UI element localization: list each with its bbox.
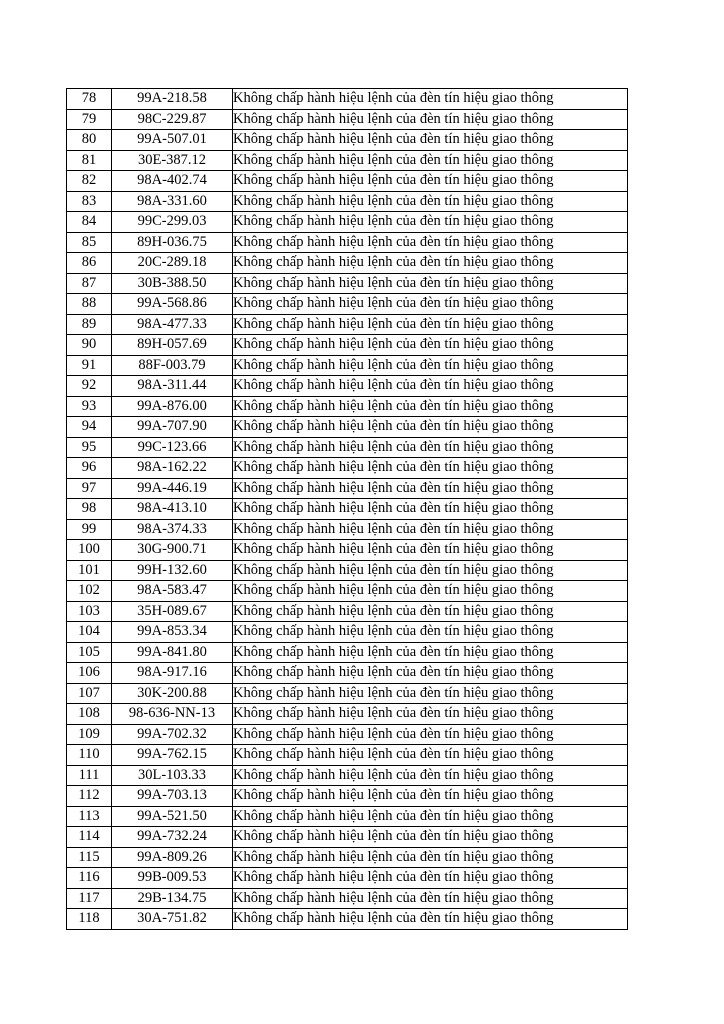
violation-description-cell: Không chấp hành hiệu lệnh của đèn tín hiệu giao thông [233,130,628,151]
license-plate-cell: 35H-089.67 [112,601,233,622]
table-row [67,581,628,602]
license-plate-cell: 29B-134.75 [112,888,233,909]
table-row [67,909,628,930]
row-number-cell: 99 [67,519,112,540]
violation-description-cell: Không chấp hành hiệu lệnh của đèn tín hiệu giao thông [233,273,628,294]
row-number-cell: 86 [67,253,112,274]
violation-description-cell: Không chấp hành hiệu lệnh của đèn tín hiệu giao thông [233,724,628,745]
license-plate-cell: 99A-841.80 [112,642,233,663]
table-row [67,827,628,848]
table-row [67,786,628,807]
license-plate-cell: 99A-732.24 [112,827,233,848]
table-row [67,847,628,868]
violation-description-cell: Không chấp hành hiệu lệnh của đèn tín hiệu giao thông [233,417,628,438]
row-number-cell: 101 [67,560,112,581]
violation-description-cell: Không chấp hành hiệu lệnh của đèn tín hiệu giao thông [233,519,628,540]
table-row [67,683,628,704]
license-plate-cell: 89H-036.75 [112,232,233,253]
row-number-cell: 87 [67,273,112,294]
violation-description-cell: Không chấp hành hiệu lệnh của đèn tín hiệu giao thông [233,745,628,766]
table-row [67,888,628,909]
row-number-cell: 118 [67,909,112,930]
license-plate-cell: 98A-162.22 [112,458,233,479]
license-plate-cell: 99A-218.58 [112,89,233,110]
row-number-cell: 88 [67,294,112,315]
violation-description-cell: Không chấp hành hiệu lệnh của đèn tín hiệu giao thông [233,909,628,930]
table-row [67,150,628,171]
table-row [67,273,628,294]
license-plate-cell: 30L-103.33 [112,765,233,786]
license-plate-cell: 30K-200.88 [112,683,233,704]
row-number-cell: 109 [67,724,112,745]
violation-description-cell: Không chấp hành hiệu lệnh của đèn tín hiệu giao thông [233,765,628,786]
table-row [67,622,628,643]
violation-description-cell: Không chấp hành hiệu lệnh của đèn tín hiệu giao thông [233,171,628,192]
row-number-cell: 117 [67,888,112,909]
row-number-cell: 85 [67,232,112,253]
row-number-cell: 96 [67,458,112,479]
row-number-cell: 90 [67,335,112,356]
row-number-cell: 92 [67,376,112,397]
table-row [67,437,628,458]
license-plate-cell: 98-636-NN-13 [112,704,233,725]
violation-description-cell: Không chấp hành hiệu lệnh của đèn tín hiệu giao thông [233,109,628,130]
license-plate-cell: 98A-917.16 [112,663,233,684]
violation-description-cell: Không chấp hành hiệu lệnh của đèn tín hiệu giao thông [233,786,628,807]
table-row [67,130,628,151]
violation-description-cell: Không chấp hành hiệu lệnh của đèn tín hiệu giao thông [233,89,628,110]
license-plate-cell: 99B-009.53 [112,868,233,889]
violation-description-cell: Không chấp hành hiệu lệnh của đèn tín hiệu giao thông [233,827,628,848]
table-row [67,663,628,684]
license-plate-cell: 98A-311.44 [112,376,233,397]
violation-description-cell: Không chấp hành hiệu lệnh của đèn tín hiệu giao thông [233,847,628,868]
row-number-cell: 111 [67,765,112,786]
row-number-cell: 80 [67,130,112,151]
table-row [67,171,628,192]
table-row [67,642,628,663]
violation-description-cell: Không chấp hành hiệu lệnh của đèn tín hiệu giao thông [233,335,628,356]
violation-description-cell: Không chấp hành hiệu lệnh của đèn tín hiệu giao thông [233,376,628,397]
table-row [67,499,628,520]
row-number-cell: 97 [67,478,112,499]
violation-description-cell: Không chấp hành hiệu lệnh của đèn tín hiệu giao thông [233,150,628,171]
license-plate-cell: 99A-876.00 [112,396,233,417]
violation-description-cell: Không chấp hành hiệu lệnh của đèn tín hiệu giao thông [233,581,628,602]
table-row [67,191,628,212]
license-plate-cell: 99A-521.50 [112,806,233,827]
row-number-cell: 115 [67,847,112,868]
table-row [67,89,628,110]
license-plate-cell: 99A-568.86 [112,294,233,315]
license-plate-cell: 30A-751.82 [112,909,233,930]
violation-description-cell: Không chấp hành hiệu lệnh của đèn tín hiệu giao thông [233,622,628,643]
violation-description-cell: Không chấp hành hiệu lệnh của đèn tín hiệu giao thông [233,683,628,704]
license-plate-cell: 30E-387.12 [112,150,233,171]
row-number-cell: 82 [67,171,112,192]
license-plate-cell: 99C-299.03 [112,212,233,233]
table-row [67,294,628,315]
table-row [67,396,628,417]
violation-description-cell: Không chấp hành hiệu lệnh của đèn tín hiệu giao thông [233,314,628,335]
row-number-cell: 93 [67,396,112,417]
license-plate-cell: 98A-583.47 [112,581,233,602]
table-row [67,314,628,335]
table-row [67,109,628,130]
table-row [67,806,628,827]
row-number-cell: 102 [67,581,112,602]
violation-description-cell: Không chấp hành hiệu lệnh của đèn tín hiệu giao thông [233,232,628,253]
table-row [67,765,628,786]
row-number-cell: 116 [67,868,112,889]
license-plate-cell: 99A-853.34 [112,622,233,643]
row-number-cell: 98 [67,499,112,520]
row-number-cell: 100 [67,540,112,561]
row-number-cell: 95 [67,437,112,458]
table-row [67,601,628,622]
violation-description-cell: Không chấp hành hiệu lệnh của đèn tín hiệu giao thông [233,253,628,274]
license-plate-cell: 30G-900.71 [112,540,233,561]
table-row [67,704,628,725]
row-number-cell: 113 [67,806,112,827]
table-row [67,212,628,233]
table-row [67,868,628,889]
row-number-cell: 94 [67,417,112,438]
license-plate-cell: 99A-703.13 [112,786,233,807]
violation-description-cell: Không chấp hành hiệu lệnh của đèn tín hiệu giao thông [233,540,628,561]
table-row [67,724,628,745]
violation-description-cell: Không chấp hành hiệu lệnh của đèn tín hiệu giao thông [233,499,628,520]
row-number-cell: 108 [67,704,112,725]
table-row [67,376,628,397]
license-plate-cell: 89H-057.69 [112,335,233,356]
table-row [67,519,628,540]
license-plate-cell: 99A-762.15 [112,745,233,766]
table-row [67,745,628,766]
table-row [67,560,628,581]
table-row [67,355,628,376]
violation-description-cell: Không chấp hành hiệu lệnh của đèn tín hiệu giao thông [233,396,628,417]
violation-description-cell: Không chấp hành hiệu lệnh của đèn tín hiệu giao thông [233,601,628,622]
row-number-cell: 104 [67,622,112,643]
violation-description-cell: Không chấp hành hiệu lệnh của đèn tín hiệu giao thông [233,642,628,663]
row-number-cell: 110 [67,745,112,766]
row-number-cell: 107 [67,683,112,704]
violation-description-cell: Không chấp hành hiệu lệnh của đèn tín hiệu giao thông [233,212,628,233]
license-plate-cell: 99A-507.01 [112,130,233,151]
license-plate-cell: 30B-388.50 [112,273,233,294]
row-number-cell: 81 [67,150,112,171]
row-number-cell: 78 [67,89,112,110]
table-row [67,540,628,561]
violation-description-cell: Không chấp hành hiệu lệnh của đèn tín hiệu giao thông [233,458,628,479]
license-plate-cell: 99H-132.60 [112,560,233,581]
row-number-cell: 89 [67,314,112,335]
license-plate-cell: 99A-702.32 [112,724,233,745]
row-number-cell: 79 [67,109,112,130]
row-number-cell: 114 [67,827,112,848]
license-plate-cell: 98A-374.33 [112,519,233,540]
row-number-cell: 112 [67,786,112,807]
row-number-cell: 105 [67,642,112,663]
violation-table [66,88,628,930]
table-row [67,253,628,274]
row-number-cell: 103 [67,601,112,622]
license-plate-cell: 98A-402.74 [112,171,233,192]
violation-description-cell: Không chấp hành hiệu lệnh của đèn tín hiệu giao thông [233,868,628,889]
row-number-cell: 83 [67,191,112,212]
row-number-cell: 106 [67,663,112,684]
violation-description-cell: Không chấp hành hiệu lệnh của đèn tín hiệu giao thông [233,478,628,499]
table-row [67,232,628,253]
violation-description-cell: Không chấp hành hiệu lệnh của đèn tín hiệu giao thông [233,704,628,725]
row-number-cell: 84 [67,212,112,233]
violation-description-cell: Không chấp hành hiệu lệnh của đèn tín hiệu giao thông [233,663,628,684]
license-plate-cell: 99A-707.90 [112,417,233,438]
license-plate-cell: 98A-413.10 [112,499,233,520]
violation-description-cell: Không chấp hành hiệu lệnh của đèn tín hiệu giao thông [233,294,628,315]
license-plate-cell: 88F-003.79 [112,355,233,376]
table-row [67,335,628,356]
license-plate-cell: 20C-289.18 [112,253,233,274]
violation-description-cell: Không chấp hành hiệu lệnh của đèn tín hiệu giao thông [233,888,628,909]
violation-description-cell: Không chấp hành hiệu lệnh của đèn tín hiệu giao thông [233,191,628,212]
violation-description-cell: Không chấp hành hiệu lệnh của đèn tín hiệu giao thông [233,355,628,376]
violation-description-cell: Không chấp hành hiệu lệnh của đèn tín hiệu giao thông [233,806,628,827]
table-row [67,478,628,499]
license-plate-cell: 99A-809.26 [112,847,233,868]
license-plate-cell: 99A-446.19 [112,478,233,499]
table-row [67,417,628,438]
license-plate-cell: 98A-331.60 [112,191,233,212]
row-number-cell: 91 [67,355,112,376]
violation-description-cell: Không chấp hành hiệu lệnh của đèn tín hiệu giao thông [233,560,628,581]
violation-description-cell: Không chấp hành hiệu lệnh của đèn tín hiệu giao thông [233,437,628,458]
license-plate-cell: 99C-123.66 [112,437,233,458]
license-plate-cell: 98C-229.87 [112,109,233,130]
violation-table-body [67,89,628,930]
table-row [67,458,628,479]
license-plate-cell: 98A-477.33 [112,314,233,335]
